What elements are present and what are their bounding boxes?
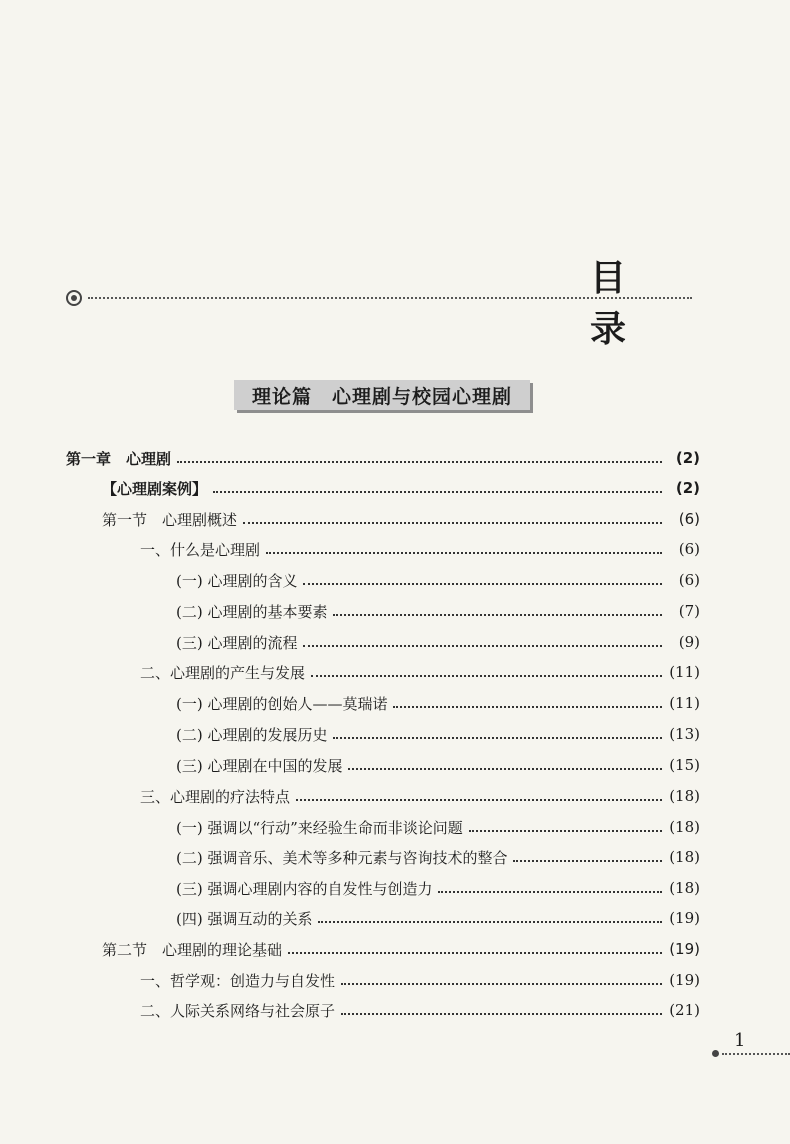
dot-leader [469,830,662,832]
dot-leader [333,614,662,616]
dot-leader [303,583,662,585]
dot-leader [311,675,662,677]
toc-label: 二、人际关系网络与社会原子 [140,1001,336,1020]
toc-entry[interactable] [102,936,700,962]
toc-label: (三) 心理剧的流程 [176,633,298,652]
toc-label: 【心理剧案例】 [102,479,208,498]
toc-page: (11) [669,663,700,681]
toc-label: (三) 心理剧在中国的发展 [176,756,343,775]
dot-leader [333,737,662,739]
toc-entry[interactable] [176,721,700,747]
toc-entry[interactable] [176,905,700,931]
page-title: 目 录 [590,258,641,350]
toc-page: (18) [669,879,700,897]
toc-page: (13) [669,725,700,743]
toc-label: (一) 强调以“行动”来经验生命而非谈论问题 [176,818,463,837]
toc-label: 三、心理剧的疗法特点 [140,787,291,806]
dotted-rule [722,1053,790,1055]
toc-entry[interactable] [140,997,700,1023]
toc-label: (三) 强调心理剧内容的自发性与创造力 [176,879,433,898]
toc-page: (15) [669,756,700,774]
dot-leader [341,1013,662,1015]
toc-entry[interactable] [176,629,700,655]
toc-label: 第二节 心理剧的理论基础 [102,940,283,959]
dot-leader [243,522,662,524]
toc-label: (二) 强调音乐、美术等多种元素与咨询技术的整合 [176,848,508,867]
toc-entry[interactable] [176,690,700,716]
toc-page: (6) [678,510,700,528]
toc-entry[interactable] [66,445,700,471]
circle-ornament-icon [66,290,82,306]
dot-leader [318,921,662,923]
dot-leader [438,891,662,893]
toc-label: 二、心理剧的产生与发展 [140,663,306,682]
toc-page: (9) [678,633,700,651]
dot-leader [177,461,662,463]
toc-entry[interactable] [176,598,700,624]
dot-leader [303,645,662,647]
dot-leader [393,706,662,708]
toc-page: (6) [678,540,700,558]
toc-entry[interactable] [176,567,700,593]
toc-label: 第一节 心理剧概述 [102,510,238,529]
toc-page: (19) [669,940,700,958]
dot-leader [288,952,662,954]
toc-page: (2) [675,479,700,497]
toc-page: (19) [669,971,700,989]
toc-label: (四) 强调互动的关系 [176,909,313,928]
dot-leader [348,768,662,770]
toc-page: (2) [675,449,700,467]
toc-page: (21) [669,1001,700,1019]
toc-page: (18) [669,787,700,805]
toc-page: (19) [669,909,700,927]
toc-label: 一、哲学观：创造力与自发性 [140,971,336,990]
toc-label: (二) 心理剧的发展历史 [176,725,328,744]
toc-entry[interactable] [102,506,700,532]
dot-ornament-icon [712,1050,719,1057]
toc-entry[interactable] [140,967,700,993]
toc-label: (一) 心理剧的创始人——莫瑞诺 [176,694,388,713]
toc-page: (18) [669,848,700,866]
toc-label: 第一章 心理剧 [66,449,172,468]
toc-entry[interactable] [140,536,700,562]
dot-leader [513,860,662,862]
toc-entry[interactable] [140,783,700,809]
toc-page: (6) [678,571,700,589]
toc-entry[interactable] [176,814,700,840]
toc-entry[interactable] [176,875,700,901]
toc-label: (一) 心理剧的含义 [176,571,298,590]
dot-leader [296,799,662,801]
dot-leader [213,491,662,493]
toc-entry[interactable] [102,475,700,501]
toc-page: (18) [669,818,700,836]
toc-entry[interactable] [176,752,700,778]
toc-entry[interactable] [176,844,700,870]
dotted-rule [88,297,692,299]
toc-label: (二) 心理剧的基本要素 [176,602,328,621]
toc-page: (11) [669,694,700,712]
dot-leader [341,983,662,985]
toc-entry[interactable] [140,659,700,685]
section-heading: 理论篇 心理剧与校园心理剧 [234,380,530,410]
dot-leader [266,552,662,554]
toc-label: 一、什么是心理剧 [140,540,261,559]
toc-page: (7) [678,602,700,620]
page-number: 1 [734,1030,746,1051]
